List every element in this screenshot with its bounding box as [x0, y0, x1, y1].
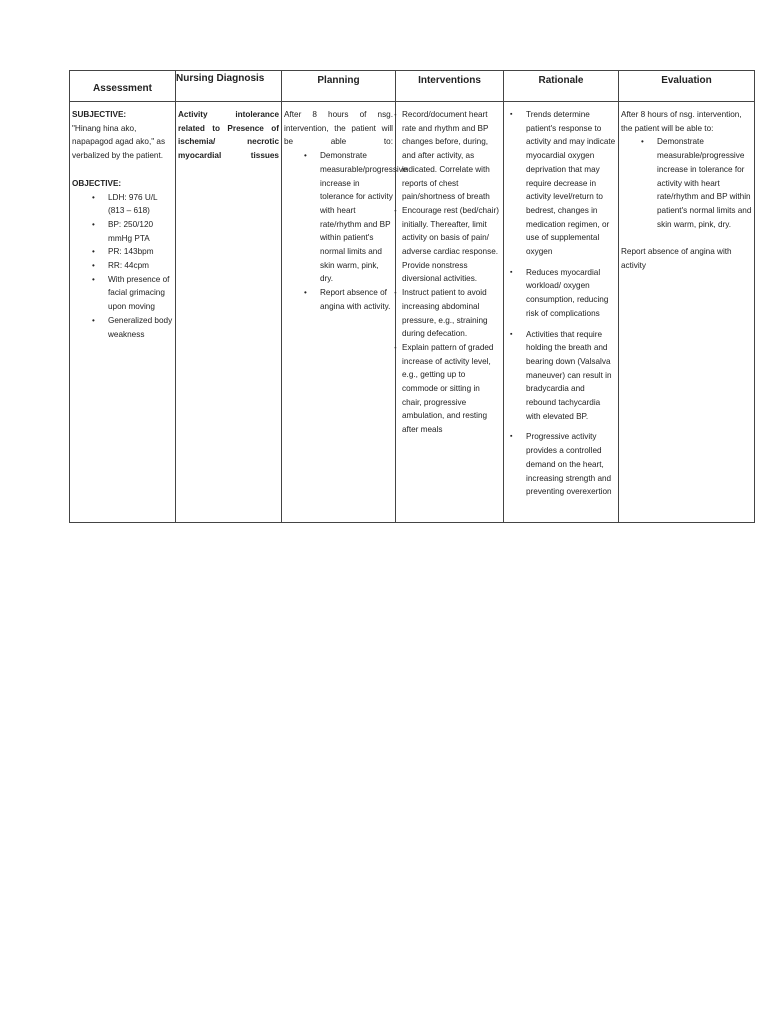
objective-item: • Generalized body weakness — [72, 314, 173, 341]
header-planning: Planning — [282, 71, 396, 102]
intervention-item: - Record/document heart rate and rhythm and BP changes before, during, and after activity, as indicated. Correlate with reports of chest pain/shortness of breath — [398, 108, 501, 204]
subjective-quote: "Hinang hina ako, napapagod agad ako," as verbalized by the patient. — [72, 123, 166, 161]
evaluation-intro: After 8 hours of nsg. intervention, the patient will be able to: — [621, 110, 742, 133]
rationale-item: ▪ Trends determine patient's response to activity and may indicate myocardial oxygen deprivation that may require decrease in activity level/return to bedrest, changes in medication regimen, or use of supplemental oxygen — [506, 108, 616, 259]
subjective-label: SUBJECTIVE: — [72, 110, 127, 119]
planning-item: • Report absence of angina with activity. — [284, 286, 393, 313]
objective-item: • LDH: 976 U/L (813 – 618) — [72, 191, 173, 218]
header-evaluation: Evaluation — [619, 71, 755, 102]
assessment-cell — [70, 102, 176, 523]
rationale-item: ▪ Progressive activity provides a controlled demand on the heart, increasing strength and preventing overexertion — [506, 430, 616, 499]
interventions-cell — [396, 102, 504, 523]
header-assessment: Assessment — [70, 71, 176, 102]
interventions-list — [398, 108, 501, 437]
evaluation-closing: Report absence of angina with activity — [621, 247, 732, 271]
objective-item: • BP: 250/120 mmHg PTA — [72, 218, 173, 245]
header-nursing-diagnosis: Nursing Diagnosis — [176, 71, 282, 102]
intervention-item: - Explain pattern of graded increase of activity level, e.g., getting up to commode or sitting in chair, progressive ambulation, and resting after meals — [398, 341, 501, 437]
objective-label: OBJECTIVE: — [72, 178, 122, 188]
nursing-care-plan-table — [69, 70, 755, 523]
diagnosis-text: Activity intolerance related to Presence of ischemia/ necrotic myocardial tissues — [178, 110, 279, 161]
objective-item: • RR: 44cpm — [72, 259, 173, 273]
rationale-item: ▪ Reduces myocardial workload/ oxygen consumption, reducing risk of complications — [506, 266, 616, 321]
intervention-item: - Instruct patient to avoid increasing abdominal pressure, e.g., straining during defecation. — [398, 286, 501, 341]
rationale-cell — [504, 102, 619, 523]
planning-cell — [282, 102, 408, 523]
planning-item: • Demonstrate measurable/progressive increase in tolerance for activity with heart rate/rhythm and BP within patient's normal limits and skin warm, pink, dry. — [284, 149, 393, 286]
objective-list — [72, 191, 173, 342]
objective-item: • With presence of facial grimacing upon moving — [72, 273, 173, 314]
objective-item: • PR: 143bpm — [72, 245, 173, 259]
planning-intro: After 8 hours of nsg. intervention, the patient will be able to: — [284, 110, 393, 147]
header-interventions: Interventions — [396, 71, 504, 102]
rationale-item: ▪ Activities that require holding the breath and bearing down (Valsalva maneuver) can result in bradycardia and rebound tachycardia with elevated BP. — [506, 328, 616, 424]
evaluation-list — [621, 135, 752, 231]
evaluation-cell — [619, 102, 755, 523]
header-row — [70, 71, 755, 102]
diagnosis-cell — [176, 102, 282, 523]
header-rationale: Rationale — [504, 71, 619, 102]
content-row — [70, 102, 755, 523]
planning-list — [284, 149, 408, 313]
rationale-list — [506, 108, 616, 499]
evaluation-item: • Demonstrate measurable/progressive increase in tolerance for activity with heart rate/rhythm and BP within patient's normal limits and skin warm, pink, dry. — [621, 135, 752, 231]
intervention-item: - Encourage rest (bed/chair) initially. Thereafter, limit activity on basis of pain/ adverse cardiac response. Provide nonstress diversional activities. — [398, 204, 501, 286]
